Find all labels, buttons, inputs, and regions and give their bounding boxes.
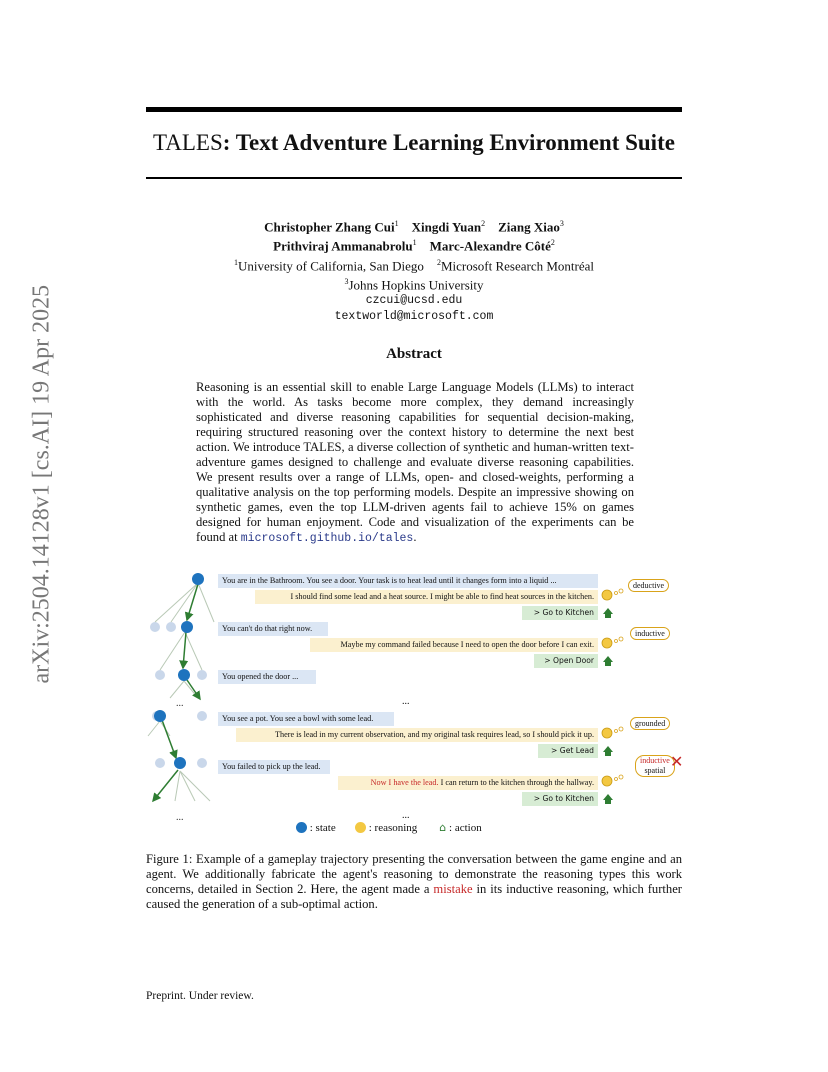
reasoning-tag: deductive (628, 579, 669, 592)
abstract-heading: Abstract (386, 346, 442, 362)
reasoning-message (338, 776, 598, 790)
state-node (181, 621, 193, 633)
ellipsis: ... (402, 810, 410, 821)
affil-mark: 1 (234, 257, 238, 267)
action-icon (603, 794, 613, 804)
author-line-1 (146, 216, 682, 235)
affil-mark: 2 (436, 257, 441, 267)
action-message: > Go to Kitchen (522, 606, 598, 620)
reasoning-message: There is lead in my current observation, and my original task requires lead, so I should pick it up. (236, 728, 598, 742)
state-message: You are in the Bathroom. You see a door. Your task is to heat lead until it changes form into a liquid ... (218, 574, 598, 588)
state-node (154, 710, 166, 722)
state-message: You opened the door ... (218, 670, 316, 684)
author-line-2 (146, 235, 682, 254)
reasoning-icon (602, 728, 612, 738)
affil-mark: 3 (344, 276, 349, 286)
tree-node (197, 670, 207, 680)
author-affil: 1 (394, 219, 399, 228)
title-rule-top (146, 107, 682, 112)
author-name: Christopher Zhang Cui (264, 219, 395, 235)
email-1[interactable]: czcui@ucsd.edu (365, 294, 463, 308)
reasoning-tag-combined (635, 755, 675, 777)
figure-1 (140, 566, 700, 841)
caption-mistake[interactable]: mistake (433, 882, 473, 896)
reasoning-icon (602, 638, 612, 648)
reasoning-tag: grounded (630, 717, 670, 730)
reasoning-icon (355, 822, 366, 833)
state-icon (296, 822, 307, 833)
affiliation: University of California, San Diego (238, 257, 424, 273)
state-message: You see a pot. You see a bowl with some lead. (218, 712, 394, 726)
abstract-end: . (413, 530, 417, 544)
reasoning-message: Maybe my command failed because I need to open the door before I can exit. (310, 638, 598, 652)
action-icon (603, 608, 613, 618)
author-affil: 3 (559, 219, 564, 228)
mistake-cross-icon: ✕ (670, 752, 684, 771)
caption-text: in its inductive reasoning, which further caused the generation of a sub-optimal action. (146, 882, 682, 911)
action-message: > Go to Kitchen (522, 792, 598, 806)
action-icon: ⌂ (439, 821, 447, 834)
state-node (174, 757, 186, 769)
affiliation-line-1 (146, 255, 682, 274)
action-message: > Get Lead (538, 744, 598, 758)
tag-spatial: spatial (644, 766, 666, 775)
author-block (146, 216, 682, 325)
tree-ellipsis: ... (176, 698, 184, 709)
author-affil: 2 (550, 238, 555, 248)
title-rule-bottom (146, 177, 682, 179)
reasoning-icon (602, 776, 612, 786)
figure-caption (146, 852, 682, 912)
affiliation: Johns Hopkins University (348, 277, 484, 293)
reasoning-text: I can return to the kitchen through the hallway. (440, 778, 594, 787)
state-message: You can't do that right now. (218, 622, 328, 636)
author-name: Xingdi Yuan (411, 219, 482, 235)
author-name: Prithviraj Ammanabrolu (273, 238, 413, 254)
author-name: Marc-Alexandre Côté (429, 238, 551, 254)
ellipsis: ... (402, 696, 410, 707)
tree-node (155, 670, 165, 680)
title-smallcaps: TALES (153, 130, 223, 155)
tag-inductive: inductive (640, 756, 670, 765)
tree-node (197, 711, 207, 721)
arxiv-identifier: arXiv:2504.14128v1 [cs.AI] 19 Apr 2025 (28, 284, 55, 684)
email-2[interactable]: textworld@microsoft.com (334, 310, 494, 324)
legend-reasoning: : reasoning (368, 822, 418, 834)
legend-action: : action (449, 822, 482, 834)
legend-state: : state (309, 822, 336, 834)
footer-note: Preprint. Under review. (146, 990, 254, 1002)
tree-node (197, 758, 207, 768)
tree-node (150, 622, 160, 632)
reasoning-tag: inductive (630, 627, 670, 640)
mistake-text: Now I have the lead. (370, 778, 439, 787)
affiliation: Microsoft Research Montréal (440, 257, 594, 273)
state-message: You failed to pick up the lead. (218, 760, 330, 774)
author-affil: 2 (481, 219, 486, 228)
reasoning-message: I should find some lead and a heat source. I might be able to find heat sources in the kitchen. (255, 590, 598, 604)
title-rest: : Text Adventure Learning Environment Suite (222, 130, 675, 155)
tree-node (155, 758, 165, 768)
tree-node (166, 622, 176, 632)
caption-text: Figure 1: Example of a gameplay trajectory presenting the conversation between the game engine and an agent. We additionally fabricate the agent's reasoning to demonstrate the reasoning types this work concerns, detailed in Section 2. Here, the agent made a (146, 852, 682, 896)
state-node (178, 669, 190, 681)
abstract-text: Reasoning is an essential skill to enable Large Language Models (LLMs) to interact with the world. As tasks become more complex, they demand increasingly sophisticated and diverse reasoning capabilities for sequential decision-making, requiring structured reasoning over the context history to determine the next best action. We introduce TALES, a diverse collection of synthetic and human-written text-adventure games designed to challenge and evaluate diverse reasoning capabilities. We present results over a range of LLMs, open- and closed-weights, performing a qualitative analysis on the top performing models. Despite an impressive showing on synthetic games, even the top LLM-driven agents fail to achieve 15% on games designed for human enjoyment. Code and visualization of the experiments can be found at (196, 380, 634, 544)
affiliation-line-2 (146, 274, 682, 293)
action-icon (603, 746, 613, 756)
abstract-body (196, 380, 634, 546)
trajectory-tree (140, 566, 220, 823)
author-affil: 1 (412, 238, 417, 248)
action-message: > Open Door (534, 654, 598, 668)
action-icon (603, 656, 613, 666)
state-node (192, 573, 204, 585)
reasoning-icon (602, 590, 612, 600)
author-name: Ziang Xiao (498, 219, 560, 235)
project-link[interactable]: microsoft.github.io/tales (240, 532, 414, 545)
paper-title (146, 130, 682, 156)
legend (296, 821, 536, 834)
tree-ellipsis: ... (176, 812, 184, 823)
icon-column (600, 574, 642, 814)
